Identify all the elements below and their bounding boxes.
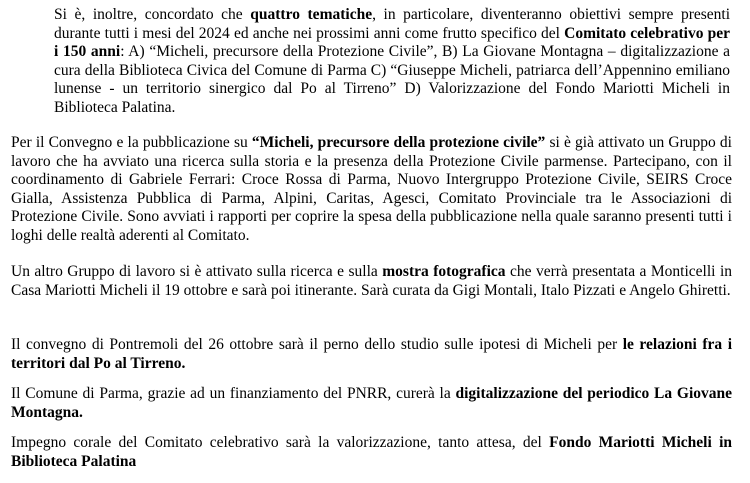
text-run: si è già attivato un Gruppo di lavoro che ha avviato una ricerca sulla storia e la presenza della Protezione Civile parmense. Partecipano, con il coordinamento di Gabriele Ferrari: Croce Rossa di Parma, Nuovo Intergruppo Protezione Civile, SEIRS Croce Gialla, Assistenza Pubblica di Parma, Alpini, Caritas, Agesci, Comitato Provinciale tra le Associazioni di Protezione Civile. Sono avviati i rapporti per coprire la spesa della pubblicazione nella quale saranno presenti tutti i loghi delle realtà aderenti al Comitato. (11, 134, 732, 244)
bold-text: digitalizzazione del periodico La Giovane Montagna. (11, 385, 732, 421)
bold-text: mostra fotografica (382, 263, 506, 280)
text-run: Si è, inoltre, concordato che (54, 6, 251, 23)
bold-text: le relazioni fra i territori dal Po al Tirreno. (11, 336, 733, 372)
paragraph-quattro-tematiche (54, 6, 730, 117)
paragraph-convegno-protezione-civile (11, 134, 732, 245)
bold-text: Comitato celebrativo per i 150 anni (54, 24, 731, 60)
text-run: Impegno corale del Comitato celebrativo sarà la valorizzazione, tanto attesa, del (11, 434, 550, 451)
bold-text: “Micheli, precursore della protezione civile” (251, 134, 546, 151)
paragraph-digitalizzazione (11, 385, 732, 422)
text-run: Un altro Gruppo di lavoro si è attivato sulla ricerca e sulla (11, 263, 383, 280)
paragraph-mostra-fotografica (11, 263, 732, 300)
text-run: che verrà presentata a Monticelli in Casa Mariotti Micheli il 19 ottobre e sarà poi itinerante. Sarà curata da Gigi Montali, Italo Pizzati e Angelo Ghiretti. (11, 263, 732, 299)
text-run: : A) “Micheli, precursore della Protezione Civile”, B) La Giovane Montagna – digitalizzazione a cura della Biblioteca Civica del Comune di Parma C) “Giuseppe Micheli, patriarca dell’Appennino emiliano lunense - un territorio sinergico dal Po al Tirreno” D) Valorizzazione del Fondo Mariotti Micheli in Biblioteca Palatina. (54, 43, 730, 116)
paragraph-fondo-mariotti-micheli (11, 434, 732, 471)
text-run: Per il Convegno e la pubblicazione su (11, 134, 252, 151)
paragraph-convegno-pontremoli (11, 336, 732, 373)
bold-text: quattro tematiche (250, 6, 373, 23)
bold-text: Fondo Mariotti Micheli in Biblioteca Palatina (11, 434, 732, 470)
text-run: Il Comune di Parma, grazie ad un finanziamento del PNRR, curerà la (11, 385, 456, 402)
text-run: , in particolare, diventeranno obiettivi sempre presenti durante tutti i mesi del 2024 ed anche nei prossimi anni come frutto specifico del (54, 6, 731, 42)
text-run: Il convegno di Pontremoli del 26 ottobre sarà il perno dello studio sulle ipotesi di Micheli per (11, 336, 623, 353)
